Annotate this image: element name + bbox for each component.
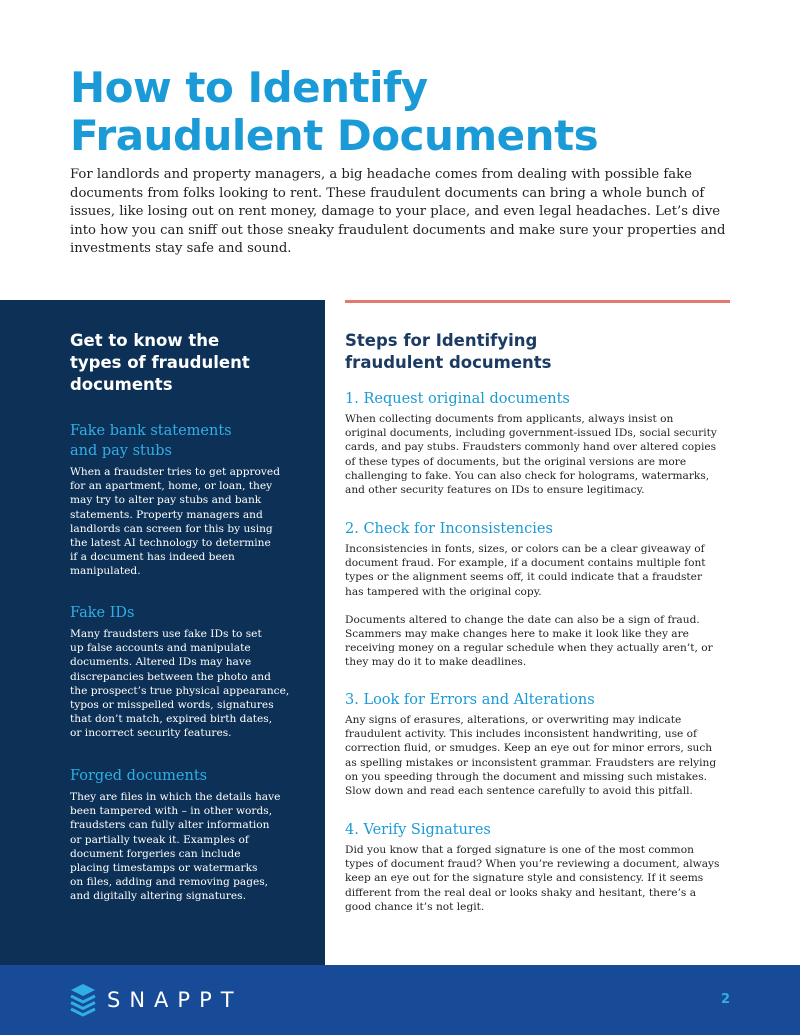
step-title: 3. Look for Errors and Alterations — [345, 692, 595, 708]
text-line: types of document fraud? When you’re reviewing a document, always — [345, 858, 720, 871]
step-errors-alterations — [345, 690, 740, 798]
text-line: and other security features on IDs to ensure legitimacy. — [345, 484, 645, 497]
sidebar-section-title-line: Fake IDs — [70, 605, 135, 621]
text-line: document fraud. For example, if a document contains multiple font — [345, 557, 706, 570]
text-line: Documents altered to change the date can also be a sign of fraud. — [345, 613, 700, 626]
text-line: They are files in which the details have — [70, 791, 281, 803]
sidebar-section-text — [70, 790, 305, 904]
intro-paragraph: For landlords and property managers, a big headache comes from dealing with possible fake documents from folks looking to rent. These fraudulent documents can bring a whole bunch of issues, like losing out on rent money, damage to your place, and even legal headaches. Let’s dive into how you can sniff out those sneaky fraudulent documents and make sure your properties and investments stay safe and sound. — [70, 167, 726, 257]
step-text — [345, 713, 740, 798]
step-text — [345, 613, 740, 670]
text-line: of these types of documents, but the original versions are more — [345, 455, 687, 468]
accent-divider — [345, 300, 730, 303]
text-line: different from the real deal or looks shaky and hesitant, there’s a — [345, 886, 697, 899]
steps-heading-line: fraudulent documents — [345, 353, 552, 372]
text-line: Inconsistencies in fonts, sizes, or colors can be a clear giveaway of — [345, 543, 705, 555]
step-title: 4. Verify Signatures — [345, 822, 491, 838]
text-line: up false accounts and manipulate — [70, 642, 251, 655]
step-text — [345, 843, 740, 914]
text-line: statements. Property managers and — [70, 508, 263, 521]
text-line: discrepancies between the photo and — [70, 670, 271, 683]
text-line: has tampered with the original copy. — [345, 585, 542, 598]
sidebar-section-text — [70, 627, 305, 741]
text-line: correction fluid, or smudges. Keep an eye out for minor errors, such — [345, 742, 713, 755]
sidebar-section-title — [70, 766, 305, 786]
stacked-layers-logo-icon — [70, 983, 96, 1017]
text-line: Any signs of erasures, alterations, or overwriting may indicate — [345, 714, 682, 726]
page-title-line: How to Identify — [70, 63, 428, 112]
text-line: original documents, including government-issued IDs, social security — [345, 427, 717, 440]
step-text — [345, 412, 740, 497]
step-verify-signatures — [345, 820, 740, 914]
text-line: and digitally altering signatures. — [70, 890, 246, 903]
text-line: for an apartment, home, or loan, they — [70, 480, 273, 493]
text-line: as spelling mistakes or inconsistent grammar. Fraudsters are relying — [345, 756, 717, 769]
text-line: on you speeding through the document and missing such mistakes. — [345, 770, 708, 783]
text-line: receiving money on a regular schedule when they actually aren’t, or — [345, 642, 713, 655]
sidebar-section-title-line: Forged documents — [70, 768, 208, 784]
text-line: or partially tweak it. Examples of — [70, 833, 249, 846]
sidebar-heading-line: Get to know the — [70, 331, 220, 350]
page-title-line: Fraudulent Documents — [70, 111, 599, 160]
sidebar-section-title-line: Fake bank statements — [70, 423, 232, 439]
steps-heading — [345, 330, 730, 374]
text-line: if a document has indeed been — [70, 551, 235, 564]
step-check-inconsistencies — [345, 519, 740, 670]
sidebar-section-bank-statements — [70, 421, 305, 579]
sidebar-panel — [0, 300, 325, 965]
text-line: that don’t match, expired birth dates, — [70, 713, 273, 726]
sidebar-section-text — [70, 465, 305, 579]
sidebar-heading-line: types of fraudulent — [70, 353, 250, 372]
sidebar-section-forged-documents — [70, 766, 305, 904]
sidebar-section-title — [70, 421, 305, 461]
sidebar-section-title — [70, 603, 305, 623]
sidebar-section-fake-ids — [70, 603, 305, 741]
text-line: or incorrect security features. — [70, 727, 232, 740]
page-title — [70, 64, 750, 160]
text-line: on files, adding and removing pages, — [70, 876, 269, 889]
text-line: they may do it to make deadlines. — [345, 656, 527, 669]
brand-wordmark: SNAPPT — [107, 988, 243, 1012]
text-line: fraudsters can fully alter information — [70, 819, 270, 832]
text-line: Scammers may make changes here to make it look like they are — [345, 628, 689, 641]
text-line: Did you know that a forged signature is one of the most common — [345, 844, 694, 856]
text-line: typos or misspelled words, signatures — [70, 699, 274, 712]
sidebar-section-title-line: and pay stubs — [70, 443, 172, 459]
text-line: the prospect’s true physical appearance, — [70, 684, 290, 697]
text-line: types or the alignment seems off, it could indicate that a fraudster — [345, 571, 703, 584]
text-line: keep an eye out for the signature style and consistency. If it seems — [345, 872, 704, 885]
text-line: document forgeries can include — [70, 847, 241, 860]
step-request-originals — [345, 389, 740, 497]
text-line: placing timestamps or watermarks — [70, 862, 258, 875]
page-footer — [0, 965, 800, 1035]
sidebar-heading — [70, 330, 310, 396]
text-line: been tampered with – in other words, — [70, 805, 273, 818]
text-line: the latest AI technology to determine — [70, 537, 271, 550]
sidebar-heading-line: documents — [70, 375, 173, 394]
steps-heading-line: Steps for Identifying — [345, 331, 538, 350]
text-line: cards, and pay stubs. Fraudsters commonly hand over altered copies — [345, 441, 717, 454]
page-number: 2 — [720, 992, 730, 1007]
text-line: manipulated. — [70, 565, 141, 578]
text-line: fraudulent activity. This includes inconsistent handwriting, use of — [345, 728, 697, 741]
text-line: Slow down and read each sentence carefully to avoid this pitfall. — [345, 785, 693, 798]
text-line: good chance it’s not legit. — [345, 900, 485, 913]
text-line: When a fraudster tries to get approved — [70, 466, 280, 478]
text-line: Many fraudsters use fake IDs to set — [70, 628, 262, 640]
text-line: may try to alter pay stubs and bank — [70, 494, 262, 507]
step-text — [345, 542, 740, 599]
text-line: landlords can screen for this by using — [70, 522, 273, 535]
step-title: 1. Request original documents — [345, 391, 570, 407]
step-title: 2. Check for Inconsistencies — [345, 521, 553, 537]
text-line: When collecting documents from applicants, always insist on — [345, 413, 674, 425]
text-line: challenging to fake. You can also check for holograms, watermarks, — [345, 469, 710, 482]
text-line: documents. Altered IDs may have — [70, 656, 252, 669]
